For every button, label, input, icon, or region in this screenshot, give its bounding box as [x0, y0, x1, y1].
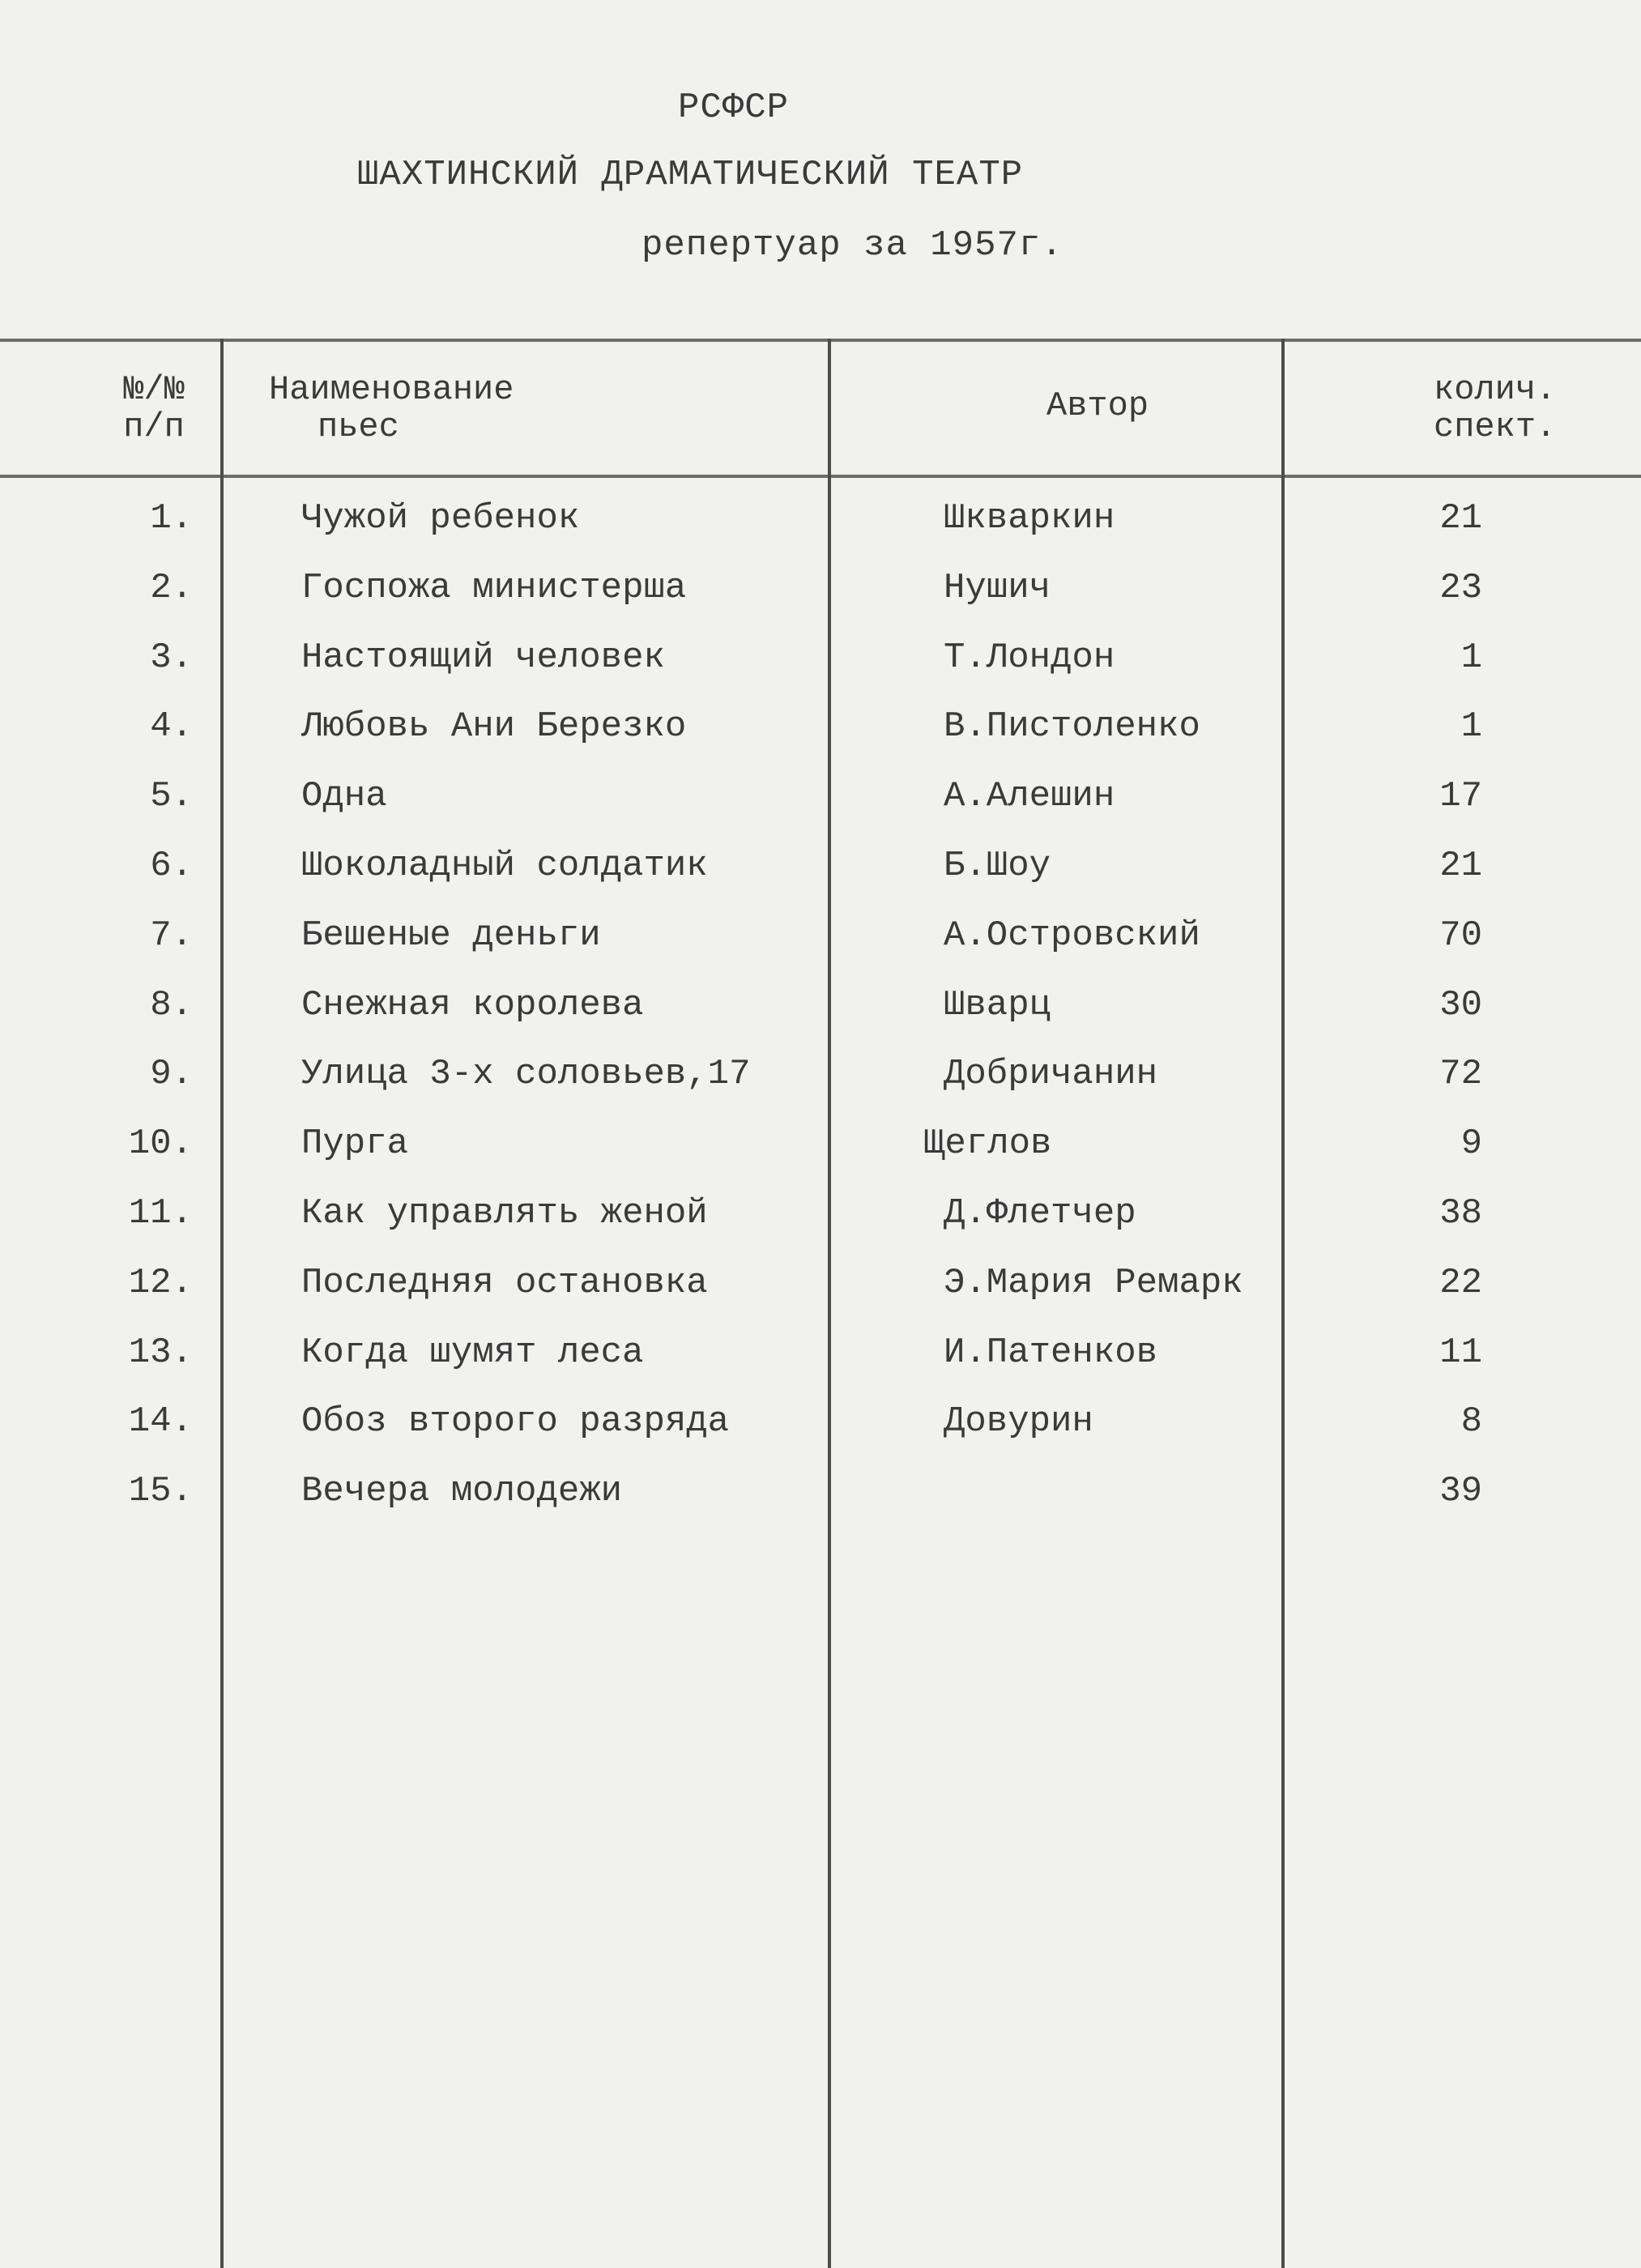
row-number: 13. [128, 1332, 193, 1373]
row-count: 39 [1439, 1471, 1482, 1512]
row-count: 9 [1460, 1123, 1482, 1165]
row-number: 4. [150, 706, 193, 748]
row-title: Обоз второго разряда [301, 1401, 730, 1443]
row-author: И.Патенков [944, 1332, 1158, 1373]
column-header-number [113, 371, 194, 446]
row-title: Бешеные деньги [301, 914, 601, 956]
row-title: Любовь Ани Березко [301, 706, 687, 748]
row-count: 1 [1460, 706, 1482, 748]
row-author: А.Островский [944, 914, 1200, 956]
column-header-title [269, 371, 514, 446]
row-number: 8. [150, 984, 193, 1025]
column-header-title-line1: Наименование [269, 370, 514, 409]
row-title: Вечера молодежи [301, 1471, 623, 1512]
row-author: Э.Мария Ремарк [944, 1262, 1243, 1303]
row-number: 7. [150, 914, 193, 956]
row-title: Госпожа министерша [301, 567, 687, 608]
row-number: 1. [150, 498, 193, 539]
row-title: Как управлять женой [301, 1193, 708, 1234]
row-number: 11. [128, 1193, 193, 1234]
row-number: 15. [128, 1471, 193, 1512]
row-title: Настоящий человек [301, 637, 665, 678]
row-count: 21 [1439, 498, 1482, 539]
header-repertoire-year: репертуар за 1957г. [641, 225, 1063, 266]
row-count: 72 [1439, 1054, 1482, 1095]
header-country: РСФСР [678, 87, 790, 128]
row-count: 22 [1439, 1262, 1482, 1303]
row-title: Последняя остановка [301, 1262, 708, 1303]
column-divider-1 [220, 339, 224, 2268]
row-title: Шоколадный солдатик [301, 846, 708, 886]
row-count: 38 [1439, 1193, 1482, 1234]
row-author: Довурин [944, 1401, 1093, 1443]
row-number: 10. [128, 1123, 193, 1165]
row-count: 17 [1439, 776, 1482, 817]
row-number: 5. [150, 776, 193, 817]
row-count: 8 [1460, 1401, 1482, 1443]
column-divider-3 [1281, 339, 1285, 2268]
row-count: 11 [1439, 1332, 1482, 1373]
row-count: 21 [1439, 846, 1482, 886]
row-author: Шварц [944, 984, 1051, 1025]
row-title: Улица 3-х соловьев,17 [301, 1054, 751, 1095]
table-top-rule [0, 339, 1641, 342]
row-count: 23 [1439, 567, 1482, 608]
row-author: А.Алешин [944, 776, 1115, 817]
row-title: Чужой ребенок [301, 498, 580, 539]
row-number: 2. [150, 567, 193, 608]
row-author: Добричанин [944, 1054, 1158, 1095]
column-header-number-line1: №/№ [123, 370, 185, 409]
row-title: Когда шумят леса [301, 1332, 644, 1373]
row-number: 12. [128, 1262, 193, 1303]
row-title: Одна [301, 776, 387, 817]
header-theatre-name: ШАХТИНСКИЙ ДРАМАТИЧЕСКИЙ ТЕАТР [357, 155, 1024, 195]
column-header-author: Автор [1046, 386, 1149, 425]
row-count: 30 [1439, 984, 1482, 1025]
column-header-number-line2: п/п [123, 407, 185, 446]
table-header-rule [0, 475, 1641, 478]
row-title: Пурга [301, 1123, 409, 1165]
row-number: 9. [150, 1054, 193, 1095]
row-author: Б.Шоу [944, 846, 1051, 886]
row-count: 70 [1439, 914, 1482, 956]
column-header-count-line2: спект. [1434, 407, 1557, 446]
row-number: 14. [128, 1401, 193, 1443]
row-number: 3. [150, 637, 193, 678]
column-header-count-line1: колич. [1434, 370, 1557, 409]
row-author: В.Пистоленко [944, 706, 1200, 748]
column-header-count [1434, 371, 1556, 446]
row-author: Шкваркин [944, 498, 1115, 539]
row-author: Т.Лондон [944, 637, 1115, 678]
row-author: Д.Флетчер [944, 1193, 1136, 1234]
column-divider-2 [828, 339, 831, 2268]
row-count: 1 [1460, 637, 1482, 678]
row-title: Снежная королева [301, 984, 644, 1025]
column-header-title-line2: пьес [318, 407, 399, 446]
row-author: Нушич [944, 567, 1051, 608]
row-author: Щеглов [923, 1123, 1052, 1165]
row-number: 6. [150, 846, 193, 886]
